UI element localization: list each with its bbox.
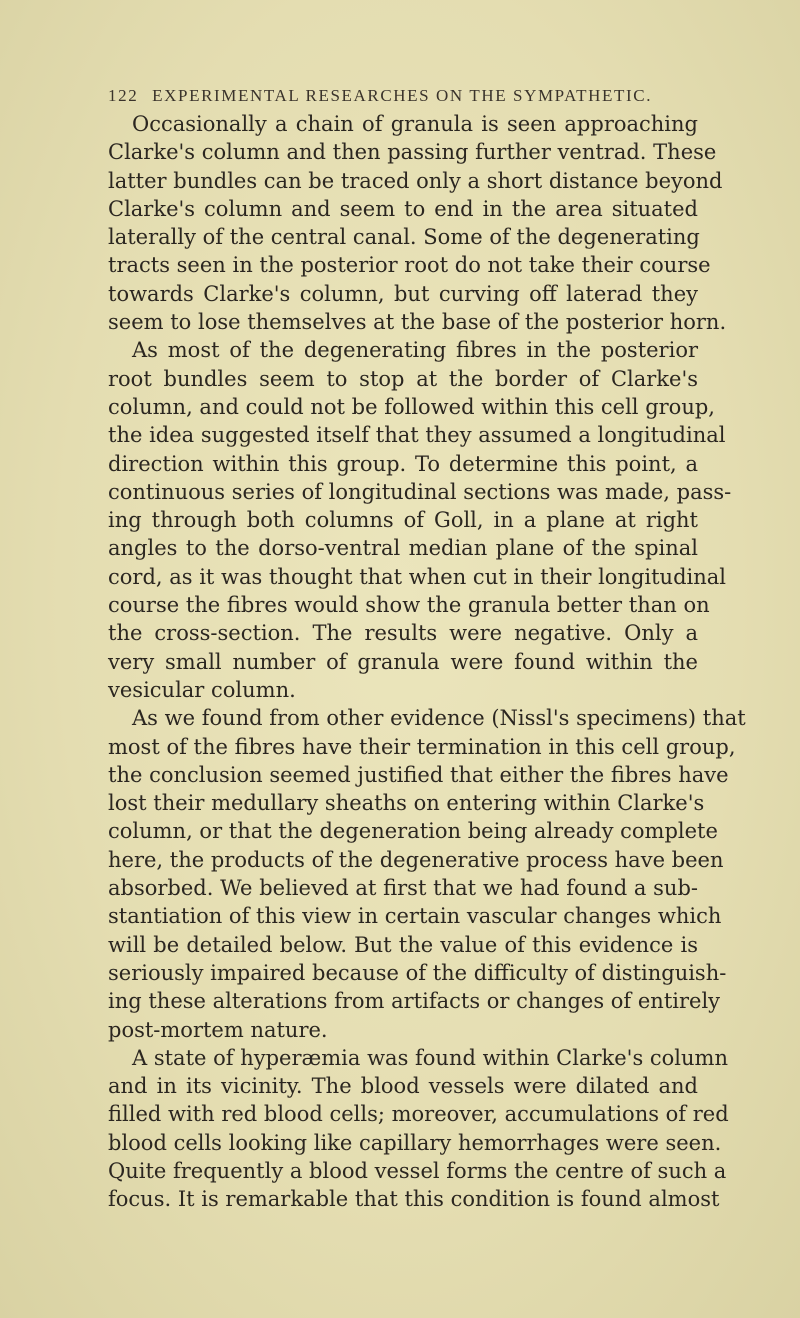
text-line: blood cells looking like capillary hemorrhages were seen. [108, 1130, 722, 1155]
text-line: stantiation of this view in certain vascular changes which [108, 904, 722, 929]
text-line: lost their medullary sheaths on entering within Clarke's [108, 791, 705, 816]
page-number: 122 [108, 86, 139, 105]
text-line: latter bundles can be traced only a short distance beyond [108, 168, 723, 193]
text-line: As most of the degenerating fibres in the posterior [132, 338, 698, 363]
text-line: focus. It is remarkable that this condition is found almost [108, 1187, 720, 1212]
text-line: column, and could not be followed within this cell group, [108, 394, 715, 419]
text-line: seem to lose themselves at the base of the posterior horn. [108, 310, 727, 335]
running-title: EXPERIMENTAL RESEARCHES ON THE SYMPATHETIC. [152, 86, 653, 105]
text-line: column, or that the degeneration being already complete [108, 819, 718, 844]
text-line: absorbed. We believed at first that we had found a sub- [108, 876, 698, 901]
text-line: Clarke's column and seem to end in the area situated [108, 196, 698, 221]
text-line: the conclusion seemed justified that either the fibres have [108, 762, 729, 787]
paragraph-1 [108, 110, 727, 336]
body-text [108, 110, 746, 1214]
paragraph-2 [108, 336, 732, 704]
text-line: Occasionally a chain of granula is seen approaching [132, 112, 698, 136]
text-line: cord, as it was thought that when cut in their longitudinal [108, 564, 726, 589]
text-line: post-mortem nature. [108, 1017, 328, 1042]
text-line: the idea suggested itself that they assumed a longitudinal [108, 423, 726, 448]
text-line: filled with red blood cells; moreover, accumulations of red [108, 1102, 729, 1127]
text-line: vesicular column. [108, 677, 296, 702]
text-line: will be detailed below. But the value of this evidence is [108, 932, 698, 957]
text-line: Quite frequently a blood vessel forms the centre of such a [108, 1158, 727, 1183]
text-line: Clarke's column and then passing further ventrad. These [108, 140, 717, 165]
running-head [108, 86, 708, 106]
text-line: and in its vicinity. The blood vessels were dilated and [108, 1074, 698, 1099]
text-line: laterally of the central canal. Some of the degenerating [108, 225, 700, 250]
text-line: towards Clarke's column, but curving off laterad they [108, 281, 698, 306]
text-line: ing through both columns of Goll, in a plane at right [108, 508, 698, 533]
paragraph-4 [108, 1044, 729, 1214]
text-line: course the fibres would show the granula better than on [108, 593, 710, 618]
text-line: the cross-section. The results were negative. Only a [108, 621, 698, 646]
text-line: most of the fibres have their termination in this cell group, [108, 734, 736, 759]
text-line: angles to the dorso-ventral median plane of the spinal [108, 536, 698, 561]
text-line: ing these alterations from artifacts or changes of entirely [108, 989, 721, 1014]
text-line: continuous series of longitudinal sections was made, pass- [108, 479, 732, 504]
text-line: seriously impaired because of the difficulty of distinguish- [108, 960, 727, 985]
text-line: very small number of granula were found within the [108, 649, 698, 674]
text-line: root bundles seem to stop at the border of Clarke's [108, 366, 698, 391]
text-line: here, the products of the degenerative process have been [108, 847, 724, 872]
text-line: direction within this group. To determine this point, a [108, 451, 698, 476]
text-line: As we found from other evidence (Nissl's specimens) that [132, 706, 746, 731]
text-line: A state of hyperæmia was found within Clarke's column [132, 1045, 728, 1070]
text-line: tracts seen in the posterior root do not take their course [108, 253, 711, 278]
paragraph-3 [108, 704, 746, 1044]
